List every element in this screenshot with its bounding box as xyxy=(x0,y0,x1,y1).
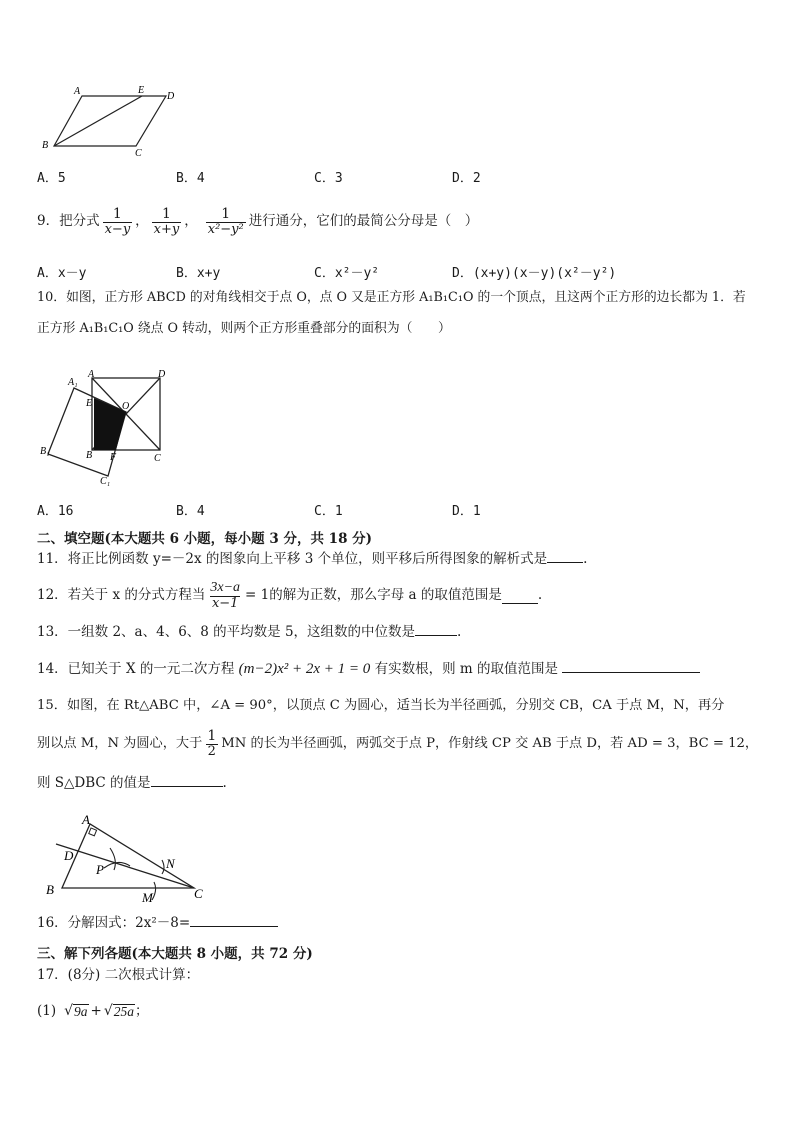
fig10-label-c1: C₁ xyxy=(100,476,111,486)
fig15-label-c: C xyxy=(194,886,203,901)
q8-option-a[interactable]: A．5 xyxy=(37,171,66,186)
q10-option-c[interactable]: C．1 xyxy=(314,504,343,519)
q9-suffix: 进行通分，它们的最简公分母是（ ） xyxy=(248,213,479,230)
q16-answer-blank[interactable] xyxy=(190,926,278,927)
q9-option-d[interactable]: D．(x+y)(x－y)(x²－y²) xyxy=(452,266,617,281)
q15-line-2-b: MN 的长为半径画弧，两弧交于点 P，作射线 CP 交 AB 于点 D，若 AD = 3，BC = 12， xyxy=(221,736,759,752)
fig10-label-c: C xyxy=(154,453,161,464)
q15-period: . xyxy=(222,775,227,791)
q9-fraction-3: $\frac{1}{\text{x²−y²}}$ xyxy=(207,206,244,238)
section-3-heading: 三、解下列各题(本大题共 8 小题，共 72 分) xyxy=(37,946,313,962)
fig8-label-c: C xyxy=(135,148,142,158)
parallelogram-figure xyxy=(38,82,178,158)
q9-fraction-2: $\frac{1}{x+y}$ xyxy=(153,206,180,238)
q13-answer-blank[interactable] xyxy=(415,635,457,636)
q13-text: 13．一组数 2、a、4、6、8 的平均数是 5，这组数的中位数是 xyxy=(37,624,416,640)
q14-suffix: 有实数根，则 m 的取值范围是 xyxy=(374,661,558,677)
q9-fraction-1: $\frac{1}{x-y}$ xyxy=(104,206,131,238)
sqrt-icon: √ xyxy=(103,1003,113,1020)
q10-line-1: 10．如图，正方形 ABCD 的对角线相交于点 O，点 O 又是正方形 A₁B₁C₁O 的一个顶点，且这两个正方形的边长都为 1．若 xyxy=(37,290,746,305)
q15-fraction-half: $\frac{1}{2}$ xyxy=(207,728,217,760)
fig10-label-a: A xyxy=(88,369,95,380)
question-16 xyxy=(37,917,278,931)
q10-option-a[interactable]: A．16 xyxy=(37,504,74,519)
q15-line-3-text: 则 S△DBC 的值是 xyxy=(37,775,151,791)
q10-line-2: 正方形 A₁B₁C₁O 绕点 O 转动，则两个正方形重叠部分的面积为（ ） xyxy=(37,321,451,336)
question-11 xyxy=(37,553,587,567)
q17-1-end: ； xyxy=(135,1002,149,1019)
fig10-label-f: F xyxy=(110,452,117,463)
question-12 xyxy=(37,575,542,617)
q12-prefix: 12．若关于 x 的分式方程当 xyxy=(37,587,206,604)
q8-option-d[interactable]: D．2 xyxy=(452,171,481,186)
fig15-label-p: P xyxy=(96,862,104,877)
q15-line-1: 15．如图，在 Rt△ABC 中，∠A = 90°，以顶点 C 为圆心，适当长为半径画弧，分别交 CB，CA 于点 M，N，再分 xyxy=(37,698,725,713)
q17-1-prefix: (1) xyxy=(37,1002,57,1019)
q15-line-2 xyxy=(37,723,758,765)
q10-option-d[interactable]: D．1 xyxy=(452,504,481,519)
q17-1-radicand-2: 25a xyxy=(113,1004,135,1019)
q12-fraction: $\frac{3x-a}{x-1}$ xyxy=(210,580,241,612)
fig15-label-a: A xyxy=(82,812,90,827)
q11-answer-blank[interactable] xyxy=(547,562,583,563)
fig10-label-e: E xyxy=(86,398,93,409)
q12-period: . xyxy=(537,587,543,604)
q14-answer-blank[interactable] xyxy=(562,672,700,673)
fig15-label-d: D xyxy=(64,848,74,863)
fig10-label-b1: B₁ xyxy=(40,446,50,457)
q13-period: . xyxy=(457,624,462,640)
q8-option-c[interactable]: C．3 xyxy=(314,171,343,186)
question-17: 17．(8分) 二次根式计算： xyxy=(37,967,200,983)
q10-option-b[interactable]: B．4 xyxy=(176,504,205,519)
question-9 xyxy=(37,199,478,245)
q9-option-b[interactable]: B．x+y xyxy=(176,266,221,281)
q8-option-b[interactable]: B．4 xyxy=(176,171,205,186)
question-13 xyxy=(37,626,461,640)
q9-option-a[interactable]: A．x－y xyxy=(37,266,87,281)
sqrt-icon: √ xyxy=(64,1003,74,1020)
q17-part-1 xyxy=(37,1004,149,1019)
q12-equals: = 1 xyxy=(245,587,270,604)
question-14 xyxy=(37,662,700,677)
q15-line-3 xyxy=(37,777,227,791)
q16-text: 16．分解因式：2x²－8= xyxy=(37,915,191,931)
fig15-label-n: N xyxy=(166,856,175,871)
q15-answer-blank[interactable] xyxy=(151,786,223,787)
section-2-heading: 二、填空题(本大题共 6 小题，每小题 3 分，共 18 分) xyxy=(37,531,373,547)
q12-answer-blank[interactable] xyxy=(502,589,538,604)
fig8-label-b: B xyxy=(42,140,49,151)
q15-line-2-a: 别以点 M，N 为圆心，大于 xyxy=(37,736,203,752)
q9-comma: ， xyxy=(184,213,198,230)
fig10-label-d: D xyxy=(158,369,166,380)
rotated-squares-figure xyxy=(38,368,178,486)
fig8-label-d: D xyxy=(167,91,175,102)
fig15-label-m: M xyxy=(142,890,153,904)
triangle-bisector-figure xyxy=(44,812,214,904)
fig10-label-o: O xyxy=(122,401,130,412)
q14-equation: (m−2)x² + 2x + 1 = 0 xyxy=(238,661,371,677)
q17-1-plus: + xyxy=(90,1002,102,1019)
q9-comma: ， xyxy=(135,213,149,230)
fig10-label-b: B xyxy=(86,450,93,461)
fig15-label-b: B xyxy=(46,882,54,897)
q9-prefix: 9．把分式 xyxy=(37,213,100,230)
q17-1-radicand-1: 9a xyxy=(74,1004,88,1019)
q11-text: 11．将正比例函数 y=－2x 的图象向上平移 3 个单位，则平移后所得图象的解析式是 xyxy=(37,551,548,567)
fig10-label-a1: A₁ xyxy=(68,377,78,388)
q11-period: . xyxy=(583,551,588,567)
q9-option-c[interactable]: C．x²－y² xyxy=(314,266,380,281)
q14-prefix: 14．已知关于 X 的一元二次方程 xyxy=(37,661,235,677)
fig8-label-e: E xyxy=(138,85,145,96)
fig8-label-a: A xyxy=(74,86,81,97)
q12-suffix: 的解为正数，那么字母 a 的取值范围是 xyxy=(269,587,502,604)
